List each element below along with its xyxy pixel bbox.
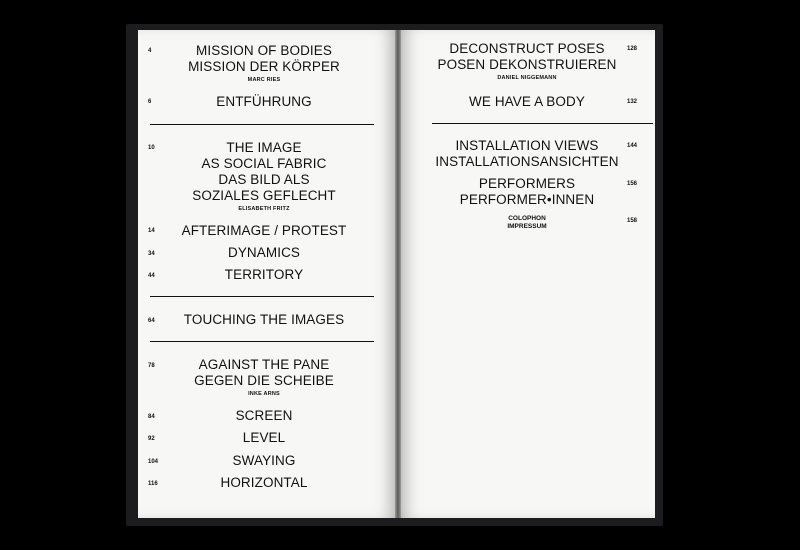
left-page (138, 30, 397, 518)
toc-entry (158, 223, 370, 239)
entry-title-line: GEGEN DIE SCHEIBE (194, 373, 334, 388)
toc-entry (158, 475, 370, 491)
entry-title-line: INSTALLATION VIEWS (455, 138, 599, 153)
entry-title-line: COLOPHON (508, 215, 546, 222)
toc-entry (158, 408, 370, 424)
entry-title-line: WE HAVE A BODY (469, 94, 585, 109)
section-divider (150, 296, 374, 297)
entry-title-line: PERFORMER•INNEN (459, 192, 595, 207)
entry-title-line: ENTFÜHRUNG (216, 94, 312, 109)
toc-entry (158, 94, 370, 110)
page-number: 44 (148, 273, 155, 279)
entry-title-line: DECONSTRUCT POSES (449, 41, 605, 56)
page-number: 34 (148, 251, 155, 257)
page-number: 4 (148, 48, 152, 54)
page-number: 6 (148, 99, 152, 105)
toc-entry (158, 312, 370, 328)
page-number: 84 (148, 414, 155, 420)
entry-title-line: INSTALLATIONSANSICHTEN (435, 154, 619, 169)
toc-entry (158, 430, 370, 446)
entry-title-line: IMPRESSUM (507, 223, 547, 230)
toc-entry (427, 41, 627, 82)
entry-title-line: HORIZONTAL (220, 475, 308, 490)
page-number: 92 (148, 436, 155, 442)
page-number: 10 (148, 145, 155, 151)
page-number: 132 (627, 99, 638, 105)
entry-title-line: THE IMAGE (226, 140, 302, 155)
entry-title-line: AGAINST THE PANE (198, 357, 330, 372)
toc-entry (158, 245, 370, 261)
toc-entry (158, 43, 370, 84)
entry-title-line: AFTERIMAGE / PROTEST (181, 223, 347, 238)
page-number: 116 (148, 481, 158, 487)
entry-title-line: LEVEL (242, 430, 286, 445)
entry-title-line: POSEN DEKONSTRUIEREN (437, 57, 617, 72)
entry-author: ELISABETH FRITZ (238, 206, 290, 212)
page-number: 156 (627, 181, 638, 187)
entry-title-line: SWAYING (232, 453, 296, 468)
toc-entry (158, 140, 370, 213)
toc-entry (427, 215, 627, 231)
toc-entry (158, 267, 370, 283)
page-number: 158 (627, 218, 638, 224)
book-spine (395, 30, 401, 518)
entry-title-line: SOZIALES GEFLECHT (192, 188, 336, 203)
toc-entry (427, 176, 627, 208)
entry-title-line: SCREEN (235, 408, 293, 423)
toc-entry (158, 357, 370, 398)
page-number: 128 (627, 46, 638, 52)
page-number: 104 (148, 459, 159, 465)
section-divider (150, 341, 374, 342)
section-divider (150, 124, 374, 125)
right-page (399, 30, 655, 518)
entry-title-line: MISSION OF BODIES (196, 43, 332, 58)
page-number: 64 (148, 318, 155, 324)
entry-title-line: TERRITORY (224, 267, 304, 282)
entry-title-line: PERFORMERS (478, 176, 576, 191)
entry-author: DANIEL NIGGEMANN (497, 75, 557, 81)
entry-title-line: TOUCHING THE IMAGES (183, 312, 345, 327)
entry-author: MARC RIES (247, 77, 281, 83)
entry-title-line: DYNAMICS (227, 245, 301, 260)
toc-entry (427, 138, 627, 170)
section-divider (432, 123, 653, 124)
toc-entry (427, 94, 627, 110)
entry-title-line: MISSION DER KÖRPER (188, 59, 340, 74)
page-number: 14 (148, 228, 155, 234)
entry-title-line: AS SOCIAL FABRIC (201, 156, 327, 171)
page-number: 78 (148, 363, 155, 369)
entry-title-line: DAS BILD ALS (218, 172, 310, 187)
page-number: 144 (627, 143, 638, 149)
entry-author: INKE ARNS (248, 391, 280, 397)
toc-entry (158, 453, 370, 469)
